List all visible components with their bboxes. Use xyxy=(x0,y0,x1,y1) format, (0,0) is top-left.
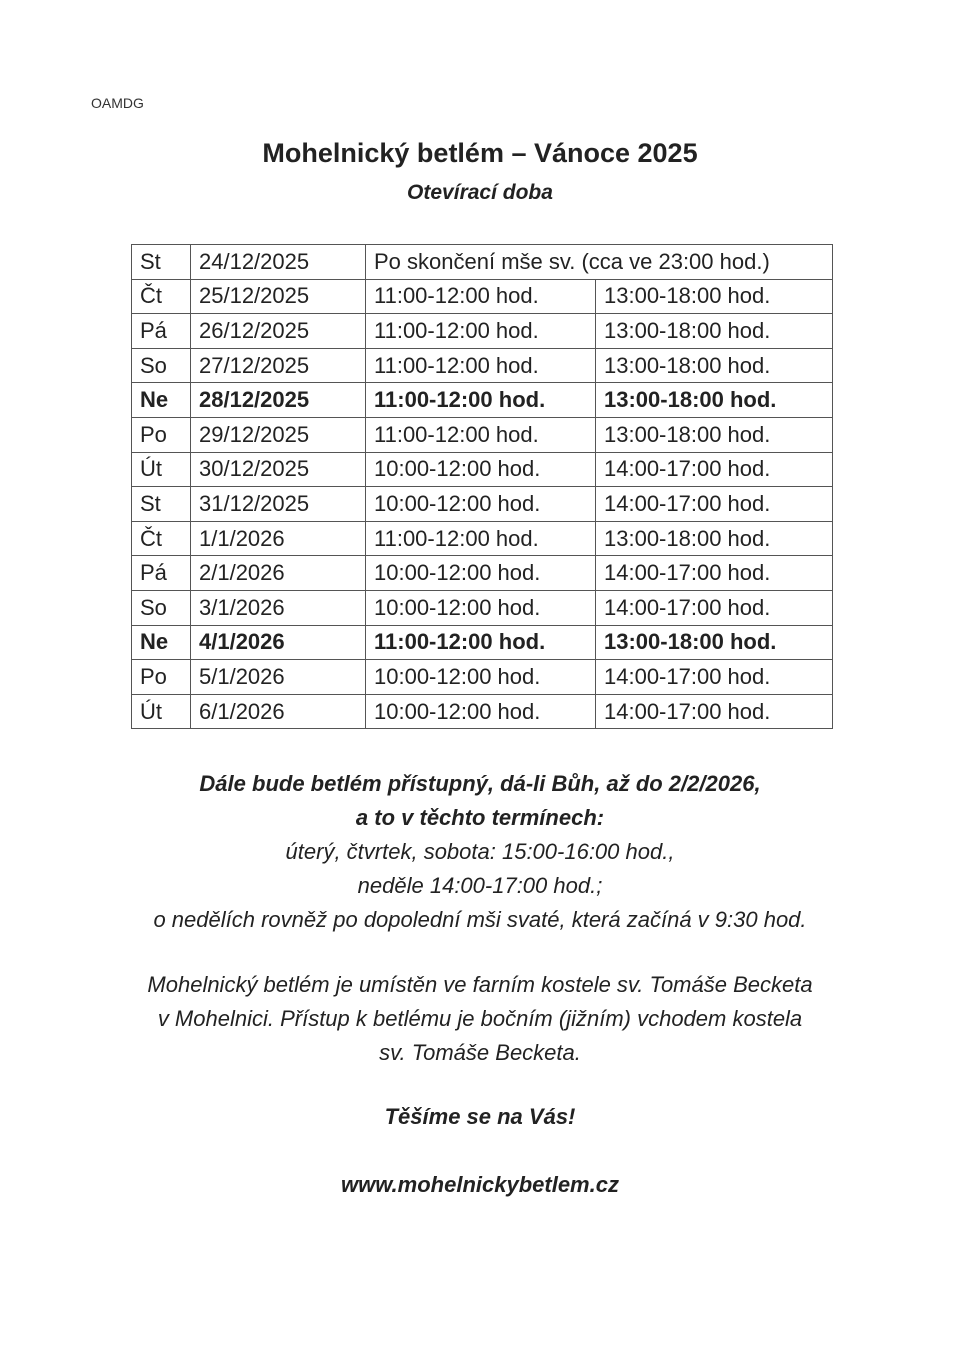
schedule-day: Po xyxy=(132,660,191,695)
schedule-morning-hours: 11:00-12:00 hod. xyxy=(366,314,596,349)
schedule-morning-hours: 10:00-12:00 hod. xyxy=(366,487,596,522)
opening-hours-table-body xyxy=(132,245,833,729)
oamdg-mark: OAMDG xyxy=(91,95,144,111)
schedule-morning-hours: 11:00-12:00 hod. xyxy=(366,417,596,452)
schedule-row xyxy=(132,521,833,556)
extended-hours-intro-2: a to v těchto termínech: xyxy=(355,805,605,830)
schedule-afternoon-hours: 13:00-18:00 hod. xyxy=(596,314,833,349)
schedule-row xyxy=(132,625,833,660)
schedule-row xyxy=(132,348,833,383)
schedule-row xyxy=(132,314,833,349)
schedule-morning-hours: 10:00-12:00 hod. xyxy=(366,556,596,591)
schedule-afternoon-hours: 14:00-17:00 hod. xyxy=(596,487,833,522)
page-subtitle: Otevírací doba xyxy=(407,181,553,204)
weekday-hours: úterý, čtvrtek, sobota: 15:00-16:00 hod., xyxy=(285,839,675,864)
schedule-afternoon-hours: 13:00-18:00 hod. xyxy=(596,348,833,383)
schedule-day: Út xyxy=(132,452,191,487)
schedule-date: 27/12/2025 xyxy=(191,348,366,383)
page-title: Mohelnický betlém – Vánoce 2025 xyxy=(262,138,698,168)
schedule-morning-hours: 11:00-12:00 hod. xyxy=(366,625,596,660)
schedule-row xyxy=(132,417,833,452)
schedule-day: Ne xyxy=(132,383,191,418)
schedule-afternoon-hours: 13:00-18:00 hod. xyxy=(596,279,833,314)
schedule-day: Po xyxy=(132,417,191,452)
schedule-morning-hours: 11:00-12:00 hod. xyxy=(366,383,596,418)
schedule-date: 1/1/2026 xyxy=(191,521,366,556)
schedule-row xyxy=(132,556,833,591)
schedule-date: 2/1/2026 xyxy=(191,556,366,591)
schedule-date: 25/12/2025 xyxy=(191,279,366,314)
closing-greeting: Těšíme se na Vás! xyxy=(384,1104,576,1129)
website-link[interactable]: www.mohelnickybetlem.cz xyxy=(341,1172,619,1197)
schedule-row xyxy=(132,694,833,729)
extended-hours-intro: Dále bude betlém přístupný, dá-li Bůh, až do 2/2/2026, xyxy=(199,771,761,796)
schedule-afternoon-hours: 14:00-17:00 hod. xyxy=(596,556,833,591)
schedule-date: 31/12/2025 xyxy=(191,487,366,522)
extended-hours-section xyxy=(0,767,960,937)
schedule-note: Po skončení mše sv. (cca ve 23:00 hod.) xyxy=(366,245,833,280)
schedule-row xyxy=(132,279,833,314)
schedule-day: So xyxy=(132,590,191,625)
schedule-afternoon-hours: 14:00-17:00 hod. xyxy=(596,660,833,695)
schedule-morning-hours: 11:00-12:00 hod. xyxy=(366,279,596,314)
schedule-date: 24/12/2025 xyxy=(191,245,366,280)
schedule-morning-hours: 10:00-12:00 hod. xyxy=(366,590,596,625)
schedule-day: Út xyxy=(132,694,191,729)
location-line-2: v Mohelnici. Přístup k betlému je bočním (jižním) vchodem kostela xyxy=(157,1006,803,1031)
schedule-morning-hours: 10:00-12:00 hod. xyxy=(366,660,596,695)
schedule-date: 26/12/2025 xyxy=(191,314,366,349)
schedule-day: St xyxy=(132,245,191,280)
location-line-1: Mohelnický betlém je umístěn ve farním kostele sv. Tomáše Becketa xyxy=(147,972,813,997)
schedule-row xyxy=(132,487,833,522)
schedule-day: Čt xyxy=(132,521,191,556)
schedule-date: 29/12/2025 xyxy=(191,417,366,452)
schedule-day: Čt xyxy=(132,279,191,314)
schedule-row xyxy=(132,660,833,695)
schedule-date: 5/1/2026 xyxy=(191,660,366,695)
schedule-row xyxy=(132,245,833,280)
opening-hours-table xyxy=(131,244,833,729)
schedule-day: Pá xyxy=(132,314,191,349)
schedule-row xyxy=(132,590,833,625)
schedule-afternoon-hours: 13:00-18:00 hod. xyxy=(596,383,833,418)
schedule-day: Pá xyxy=(132,556,191,591)
sunday-mass-note: o nedělích rovněž po dopolední mši svaté, která začíná v 9:30 hod. xyxy=(153,907,807,932)
location-line-3: sv. Tomáše Becketa. xyxy=(379,1040,581,1065)
schedule-afternoon-hours: 13:00-18:00 hod. xyxy=(596,417,833,452)
location-section xyxy=(0,968,960,1070)
schedule-morning-hours: 10:00-12:00 hod. xyxy=(366,694,596,729)
schedule-morning-hours: 11:00-12:00 hod. xyxy=(366,348,596,383)
schedule-afternoon-hours: 13:00-18:00 hod. xyxy=(596,521,833,556)
schedule-day: Ne xyxy=(132,625,191,660)
schedule-afternoon-hours: 14:00-17:00 hod. xyxy=(596,590,833,625)
schedule-afternoon-hours: 13:00-18:00 hod. xyxy=(596,625,833,660)
schedule-row xyxy=(132,452,833,487)
schedule-morning-hours: 11:00-12:00 hod. xyxy=(366,521,596,556)
schedule-date: 30/12/2025 xyxy=(191,452,366,487)
schedule-morning-hours: 10:00-12:00 hod. xyxy=(366,452,596,487)
schedule-date: 28/12/2025 xyxy=(191,383,366,418)
schedule-row xyxy=(132,383,833,418)
schedule-date: 6/1/2026 xyxy=(191,694,366,729)
sunday-hours: neděle 14:00-17:00 hod.; xyxy=(357,873,603,898)
schedule-date: 4/1/2026 xyxy=(191,625,366,660)
schedule-day: So xyxy=(132,348,191,383)
schedule-afternoon-hours: 14:00-17:00 hod. xyxy=(596,452,833,487)
schedule-day: St xyxy=(132,487,191,522)
schedule-afternoon-hours: 14:00-17:00 hod. xyxy=(596,694,833,729)
schedule-date: 3/1/2026 xyxy=(191,590,366,625)
